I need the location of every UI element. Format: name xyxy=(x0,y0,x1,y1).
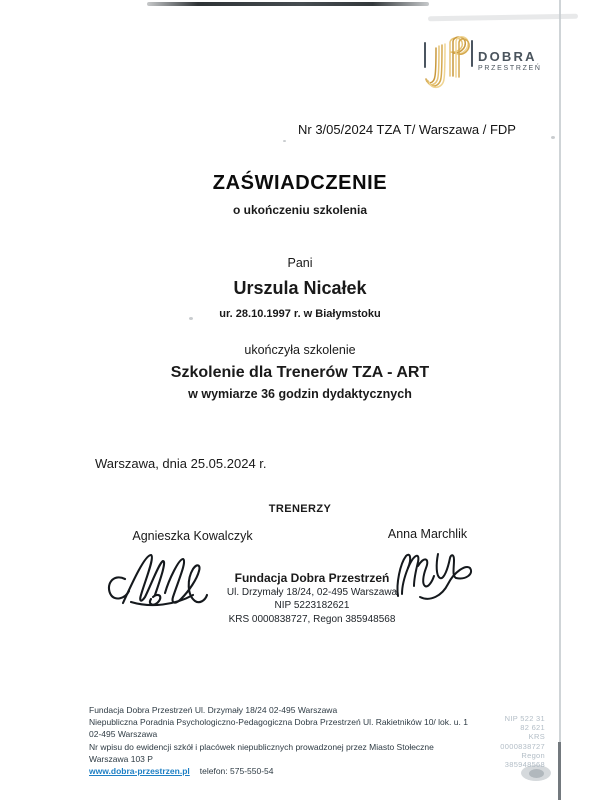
logo-letter-j xyxy=(426,44,445,87)
scan-streak-top xyxy=(147,2,429,6)
trainer-name-left: Agnieszka Kowalczyk xyxy=(132,529,253,543)
footer-line1: Fundacja Dobra Przestrzeń Ul. Drzymały 18/24 02-495 Warszawa xyxy=(89,705,338,715)
logo-wordmark-line2: PRZESTRZEŃ xyxy=(478,65,542,72)
trainer-name-right: Anna Marchlik xyxy=(387,527,468,541)
scan-edge-line-dark xyxy=(558,742,561,800)
logo-wordmark xyxy=(478,49,542,72)
ghost-stamp-line: 0000838727 xyxy=(500,741,545,751)
scan-smudge-inner xyxy=(529,769,544,778)
issuer-address: Ul. Drzymały 18/24, 02-495 Warszawa xyxy=(226,586,398,598)
ghost-stamp xyxy=(455,714,545,769)
logo-letter-p xyxy=(450,37,469,77)
issuer-name: Fundacja Dobra Przestrzeń xyxy=(234,571,390,585)
issuer-krs-regon: KRS 0000838727, Regon 385948568 xyxy=(228,613,396,625)
recipient-name: Urszula Nicałek xyxy=(233,278,367,298)
place-and-date: Warszawa, dnia 25.05.2024 r. xyxy=(95,456,267,471)
certificate-subtitle: o ukończeniu szkolenia xyxy=(232,203,368,217)
scan-speck xyxy=(551,136,555,139)
training-title: Szkolenie dla Trenerów TZA - ART xyxy=(170,364,430,381)
scan-speck xyxy=(283,140,286,142)
footer-line2: Niepubliczna Poradnia Psychologiczno-Pedagogiczna Dobra Przestrzeń Ul. Rakietników 10/ lok. u. 1 02-495 Warszawa xyxy=(89,717,468,740)
scan-streak-top-light xyxy=(428,14,578,22)
trainers-heading: TRENERZY xyxy=(268,503,332,515)
completion-line: ukończyła szkolenie xyxy=(244,343,356,357)
salutation: Pani xyxy=(287,256,313,270)
logo-wordmark-line1: DOBRA xyxy=(478,49,537,64)
ghost-stamp-line: NIP 522 31 xyxy=(504,714,545,723)
issuer-block xyxy=(187,572,437,626)
reference-number: Nr 3/05/2024 TZA T/ Warszawa / FDP xyxy=(298,122,516,137)
footer-line3: Nr wpisu do ewidencji szkół i placówek niepublicznych prowadzonej przez Miasto Stołeczne Warszawa 103 P xyxy=(89,741,434,764)
ghost-stamp-line: Regon xyxy=(521,750,545,760)
recipient-birth-line: ur. 28.10.1997 r. w Białymstoku xyxy=(219,308,381,320)
ghost-stamp-line: 385948568 xyxy=(504,760,545,770)
issuer-nip: NIP 5223182621 xyxy=(274,600,350,611)
ghost-stamp-line: KRS xyxy=(528,732,545,742)
dobra-przestrzen-logo-monogram xyxy=(422,34,478,90)
footer-contact-line xyxy=(89,765,469,777)
footer xyxy=(89,704,469,777)
ghost-stamp-line: 82 621 xyxy=(520,723,545,733)
footer-phone: telefon: 575-550-54 xyxy=(199,766,274,777)
training-hours: w wymiarze 36 godzin dydaktycznych xyxy=(188,387,412,401)
certificate-title: ZAŚWIADCZENIE xyxy=(212,172,388,194)
website-link[interactable]: www.dobra-przestrzen.pl xyxy=(89,766,190,777)
